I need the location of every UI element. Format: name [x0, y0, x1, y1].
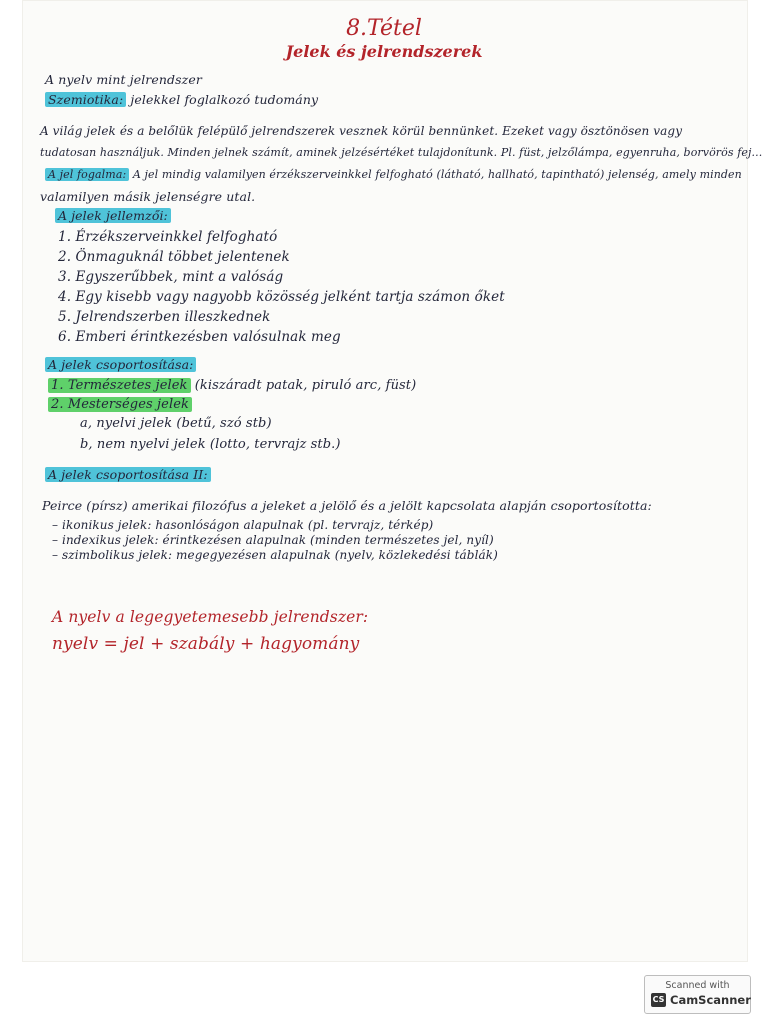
natural-signs-line [48, 378, 416, 393]
paragraph-line-2: tudatosan használjuk. Minden jelnek számít, aminek jelzésértéket tulajdonítunk. Pl. füst, jelzőlámpa, egyenruha, borvörös fej... [40, 146, 763, 159]
semiotika-line [45, 92, 318, 107]
definition-term: A jel fogalma: [45, 168, 129, 181]
natural-signs-label: 1. Természetes jelek [48, 378, 191, 393]
grouping2-heading-label: A jelek csoportosítása II: [45, 467, 211, 482]
camscanner-logo-icon: CS [651, 993, 666, 1007]
camscanner-brand-text: CamScanner [670, 993, 751, 1007]
grouping2-heading [45, 467, 211, 482]
definition-text: A jel mindig valamilyen érzékszerveinkkel felfogható (látható, hallható, tapintható) jelenség, amely minden [132, 168, 742, 181]
natural-signs-examples: (kiszáradt patak, piruló arc, füst) [194, 378, 417, 393]
camscanner-watermark [644, 975, 751, 1014]
artificial-signs-line [48, 397, 192, 412]
intro-line: A nyelv mint jelrendszer [45, 72, 202, 87]
features-heading-label: A jelek jellemzői: [55, 208, 171, 223]
definition-line-2: valamilyen másik jelenségre utal. [40, 189, 256, 204]
semiotika-term: Szemiotika: [45, 92, 126, 107]
page-title: 8.Tétel [346, 16, 422, 41]
nonlinguistic-signs-line: b, nem nyelvi jelek (lotto, tervrajz stb.) [80, 437, 341, 452]
semiotika-definition: jelekkel foglalkozó tudomány [130, 92, 319, 107]
scanned-with-text: Scanned with [665, 980, 730, 991]
peirce-intro: Peirce (pírsz) amerikai filozófus a jeleket a jelölő és a jelölt kapcsolata alapján csoportosította: [42, 498, 652, 513]
summary-line-1: A nyelv a legegyetemesebb jelrendszer: [52, 608, 369, 626]
paragraph-line-1: A világ jelek és a belőlük felépülő jelrendszerek vesznek körül bennünket. Ezeket vagy ösztönösen vagy [40, 124, 683, 138]
feature-item: 5. Jelrendszerben illeszkednek [58, 309, 271, 325]
feature-item: 3. Egyszerűbbek, mint a valóság [58, 269, 284, 285]
feature-item: 6. Emberi érintkezésben valósulnak meg [58, 329, 341, 345]
sign-type-item: – indexikus jelek: érintkezésen alapulnak (minden természetes jel, nyíl) [52, 533, 494, 547]
summary-formula: nyelv = jel + szabály + hagyomány [52, 634, 360, 654]
sign-type-item: – szimbolikus jelek: megegyezésen alapulnak (nyelv, közlekedési táblák) [52, 548, 498, 562]
linguistic-signs-line: a, nyelvi jelek (betű, szó stb) [80, 416, 272, 431]
sign-type-item: – ikonikus jelek: hasonlóságon alapulnak (pl. tervrajz, térkép) [52, 518, 434, 532]
grouping-heading [45, 357, 196, 372]
artificial-signs-label: 2. Mesterséges jelek [48, 397, 192, 412]
feature-item: 4. Egy kisebb vagy nagyobb közösség jelként tartja számon őket [58, 289, 505, 305]
feature-item: 2. Önmaguknál többet jelentenek [58, 249, 290, 265]
feature-item: 1. Érzékszerveinkkel felfogható [58, 229, 278, 245]
page-subtitle: Jelek és jelrendszerek [285, 42, 483, 61]
definition-line-1 [45, 168, 742, 181]
grouping-heading-label: A jelek csoportosítása: [45, 357, 196, 372]
features-heading [55, 208, 171, 223]
